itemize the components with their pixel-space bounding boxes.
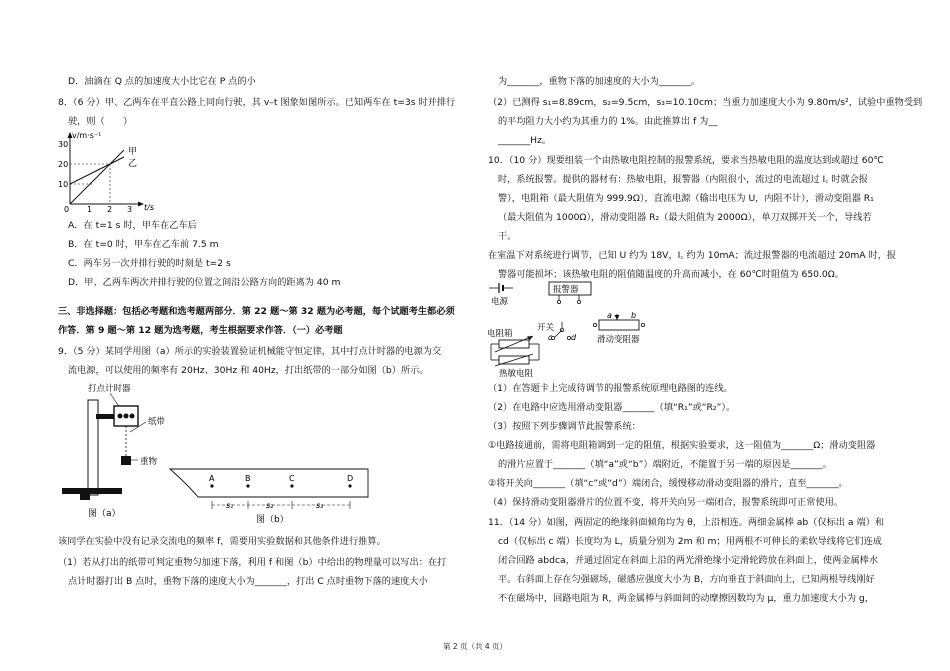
- timer-label: 打点计时器: [88, 384, 131, 394]
- vt-graph: [58, 130, 178, 212]
- tape-s3: s₃: [316, 501, 324, 510]
- question-9-part-2-blank: _______Hz。: [498, 135, 552, 146]
- question-10-stem-5: 干。: [498, 231, 517, 242]
- vt-y-label: v/m·s⁻¹: [72, 131, 102, 140]
- figure-a-apparatus: [58, 380, 178, 520]
- vt-y-tick-30: 30: [58, 140, 69, 149]
- question-9-part-2-cont: 的平均阻力大小约为其重力的 1%。由此推算出 f 为__: [498, 116, 718, 127]
- tape-s1: s₁: [226, 501, 234, 510]
- question-10-part-2: （2）在电路中应选用滑动变阻器_______（填“R₁”或“R₂”）。: [488, 402, 736, 413]
- question-9-part-1-cont: 点计时器打出 B 点时，重物下落的速度大小为_______，打出 C 点时重物下落的速度大小: [68, 576, 428, 587]
- question-8-stem: 8．（6 分）甲、乙两车在平直公路上同向行驶，其 v–t 图象如图所示。已知两车在 t=3s 时并排行: [58, 97, 456, 108]
- option-c-q8: C．两车另一次并排行驶的时刻是 t=2 s: [68, 258, 231, 269]
- question-11-stem-5: 不在磁场中，回路电阻为 R，两金属棒与斜面间的动摩擦因数均为 μ，重力加速度大小为 g，: [498, 593, 874, 604]
- question-11-stem-3: 闭合回路 abdca，并通过固定在斜面上沿的两光滑绝缘小定滑轮跨放在斜面上，使两金属棒水: [498, 555, 879, 566]
- weight-label: 重物: [140, 457, 158, 467]
- switch-c: c: [548, 333, 553, 342]
- question-10-stem-4: （最大阻值为 1000Ω），滑动变阻器 R₂（最大阻值为 2000Ω），单刀双掷开关一个，导线若: [498, 212, 872, 223]
- rheostat-label: 滑动变阻器: [597, 335, 640, 345]
- vt-x-tick-1: 1: [87, 205, 93, 212]
- tape-point-b: B: [245, 474, 251, 483]
- power-label: 电源: [491, 297, 509, 307]
- question-11-stem: 11．（14 分）如图，两固定的绝缘斜面倾角均为 θ，上沿相连。两细金属棒 ab（仅标出 a 端）和: [488, 517, 885, 528]
- question-8-stem-cont: 驶，则（ ）: [68, 116, 133, 127]
- tape-s2: s₂: [266, 501, 274, 510]
- question-9-part-1: （1）若从打出的纸带可判定重物匀加速下落，利用 f 和图（b）中给出的物理量可以写出：在打: [58, 557, 447, 568]
- thermistor-label: 热敏电阻: [499, 369, 534, 378]
- question-10-stem: 10．（10 分）现要组装一个由热敏电阻控制的报警系统，要求当热敏电阻的温度达到或超过 60℃: [488, 155, 884, 166]
- tape-point-a: A: [209, 474, 215, 483]
- switch-d: d: [571, 333, 577, 342]
- vt-label-jia: 甲: [128, 147, 138, 157]
- question-10-step-2: ②将开关向_______（填“c”或“d”）端闭合，缓慢移动滑动变阻器的滑片，直至_______。: [488, 478, 848, 489]
- tape-point-c: C: [289, 474, 295, 483]
- question-10-stem-3: 警），电阻箱（最大阻值为 999.9Ω），直流电源（输出电压为 U，内阻不计），滑动变阻器 R₁: [498, 193, 874, 204]
- question-9-stem-cont: 流电源，可以使用的频率有 20Hz、30Hz 和 40Hz，打出纸带的一部分如图（b）所示。: [68, 365, 429, 376]
- question-10-conditions: 在室温下对系统进行调节，已知 U 约为 18V，I꜀ 约为 10mA；流过报警器的电流超过 20mA 时，报: [488, 250, 897, 261]
- q9-part1-end: 为_______，重物下落的加速度的大小为_______。: [498, 76, 701, 87]
- rheostat-a: a: [607, 311, 612, 320]
- rbox-label: 电阻箱: [487, 329, 513, 339]
- vt-x-tick-3: 3: [127, 205, 133, 212]
- figure-b-caption: 图（b）: [256, 515, 289, 523]
- vt-y-tick-20: 20: [58, 160, 69, 169]
- vt-label-yi: 乙: [128, 159, 138, 169]
- question-11-stem-4: 平。右斜面上存在匀强磁场，磁感应强度大小为 B，方向垂直于斜面向上，已知两根导线刚好: [498, 574, 875, 585]
- vt-x-label: t/s: [144, 203, 154, 212]
- question-10-stem-2: 时，系统报警。提供的器材有：热敏电阻，报警器（内阻很小，流过的电流超过 I꜀ 时就会报: [498, 174, 869, 185]
- vt-y-tick-10: 10: [58, 180, 69, 189]
- question-10-step-1: ①电路接通前，需将电阻箱调到一定的阻值，根据实验要求，这一阻值为_______Ω；滑动变阻器: [488, 440, 876, 451]
- question-10-part-3: （3）按照下列步骤调节此报警系统：: [488, 421, 641, 432]
- page-footer: 第 2 页（共 4 页）: [442, 642, 508, 651]
- question-11-stem-2: cd（仅标出 c 端）长度均为 L，质量分别为 2m 和 m；用两根不可伸长的柔软导线将它们连成: [498, 536, 882, 547]
- figure-b-paper-tape: [168, 465, 388, 523]
- figure-a-caption: 图（a）: [88, 509, 121, 519]
- section-3-heading-cont: 作答．第 9 题～第 12 题为选考题，考生根据要求作答．（一）必考题: [58, 325, 343, 336]
- question-10-part-4: （4）保持滑动变阻器滑片的位置不变，将开关向另一端闭合，报警系统即可正常使用。: [488, 497, 843, 508]
- option-a-q8: A．在 t=1 s 时，甲车在乙车后: [68, 220, 197, 231]
- option-b-q8: B．在 t=0 时，甲车在乙车前 7.5 m: [68, 239, 219, 250]
- tape-label: 纸带: [148, 417, 166, 427]
- option-d-q8: D．甲、乙两车两次并排行驶的位置之间沿公路方向的距离为 40 m: [68, 277, 341, 288]
- option-d-q7: D．油滴在 Q 点的加速度大小比它在 P 点的小: [68, 76, 256, 87]
- question-9-stem: 9．（5 分）某同学用图（a）所示的实验装置验证机械能守恒定律，其中打点计时器的电源为交: [58, 346, 442, 357]
- section-3-heading: 三、非选择题：包括必考题和选考题两部分．第 22 题～第 32 题为必考题，每个试题考生都必须: [58, 306, 455, 317]
- question-10-step-1-cont: 的滑片应置于_______（填“a”或“b”）端附近，不能置于另一端的原因是_______。: [498, 459, 832, 470]
- question-10-conditions-cont: 警器可能损坏；该热敏电阻的阻值随温度的升高而减小，在 60℃时阻值为 650.0Ω。: [498, 269, 844, 280]
- switch-label: 开关: [537, 323, 555, 333]
- tape-point-d: D: [347, 474, 354, 483]
- alarm-label: 报警器: [553, 285, 579, 295]
- question-9-note: 该同学在实验中没有记录交流电的频率 f，需要用实验数据和其他条件进行推算。: [58, 536, 386, 547]
- rheostat-b: b: [631, 311, 637, 320]
- vt-x-tick-0: 0: [64, 205, 70, 212]
- question-10-part-1: （1）在答题卡上完成待调节的报警系统原理电路图的连线。: [488, 383, 733, 394]
- question-9-part-2: （2）已测得 s₁=8.89cm，s₂=9.5cm，s₃=10.10cm；当重力加速度大小为 9.80m/s²，试验中重物受到: [488, 97, 923, 108]
- vt-x-tick-2: 2: [107, 205, 113, 212]
- circuit-diagram: [485, 280, 685, 378]
